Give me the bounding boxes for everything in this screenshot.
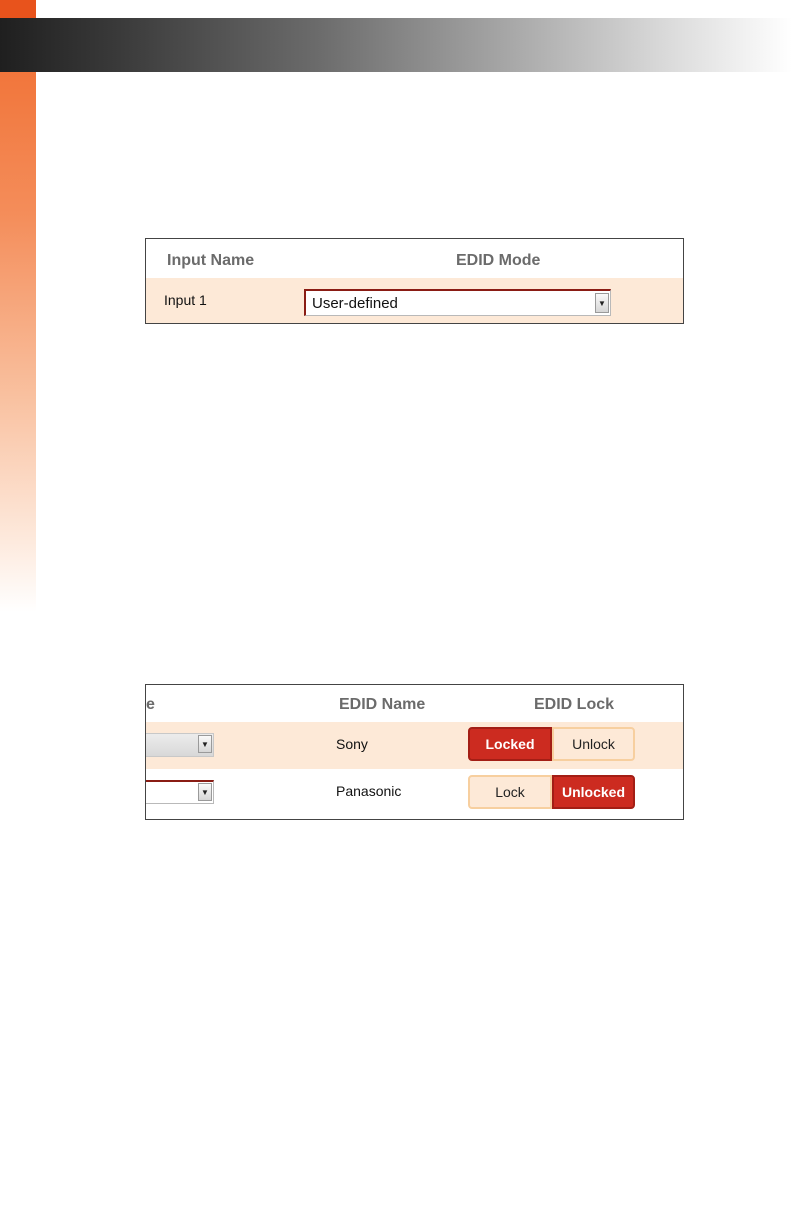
edid-source-select[interactable]: [145, 780, 214, 804]
edid-source-select[interactable]: [145, 733, 214, 757]
edid-lock-header: EDID Lock: [534, 696, 615, 713]
edid-mode-select[interactable]: [304, 289, 611, 316]
edid-mode-select-value: User-defined: [312, 295, 398, 312]
table-row: [146, 722, 683, 769]
chevron-down-icon[interactable]: ▼: [198, 735, 212, 753]
side-chapter-strip: [0, 0, 36, 612]
page-header-bar: [0, 18, 792, 72]
side-chapter-tab: [0, 0, 36, 18]
locked-button[interactable]: Locked: [468, 727, 552, 761]
edid-name-cell: Panasonic: [336, 783, 402, 799]
edid-lock-screenshot: [145, 684, 684, 820]
input-name-header: Input Name: [167, 252, 255, 269]
partial-column-header: e: [146, 696, 155, 713]
unlocked-button[interactable]: Unlocked: [552, 775, 635, 809]
edid-name-cell: Sony: [336, 736, 368, 752]
chevron-down-icon[interactable]: ▼: [595, 293, 609, 313]
unlock-button[interactable]: Unlock: [552, 727, 635, 761]
table-row: [146, 278, 683, 323]
edid-mode-screenshot: [145, 238, 684, 324]
table-row: [146, 769, 683, 819]
edid-name-header: EDID Name: [339, 696, 426, 713]
input-name-cell: Input 1: [164, 292, 207, 308]
chevron-down-icon[interactable]: ▼: [198, 783, 212, 801]
edid-mode-header: EDID Mode: [456, 252, 541, 269]
lock-button[interactable]: Lock: [468, 775, 552, 809]
